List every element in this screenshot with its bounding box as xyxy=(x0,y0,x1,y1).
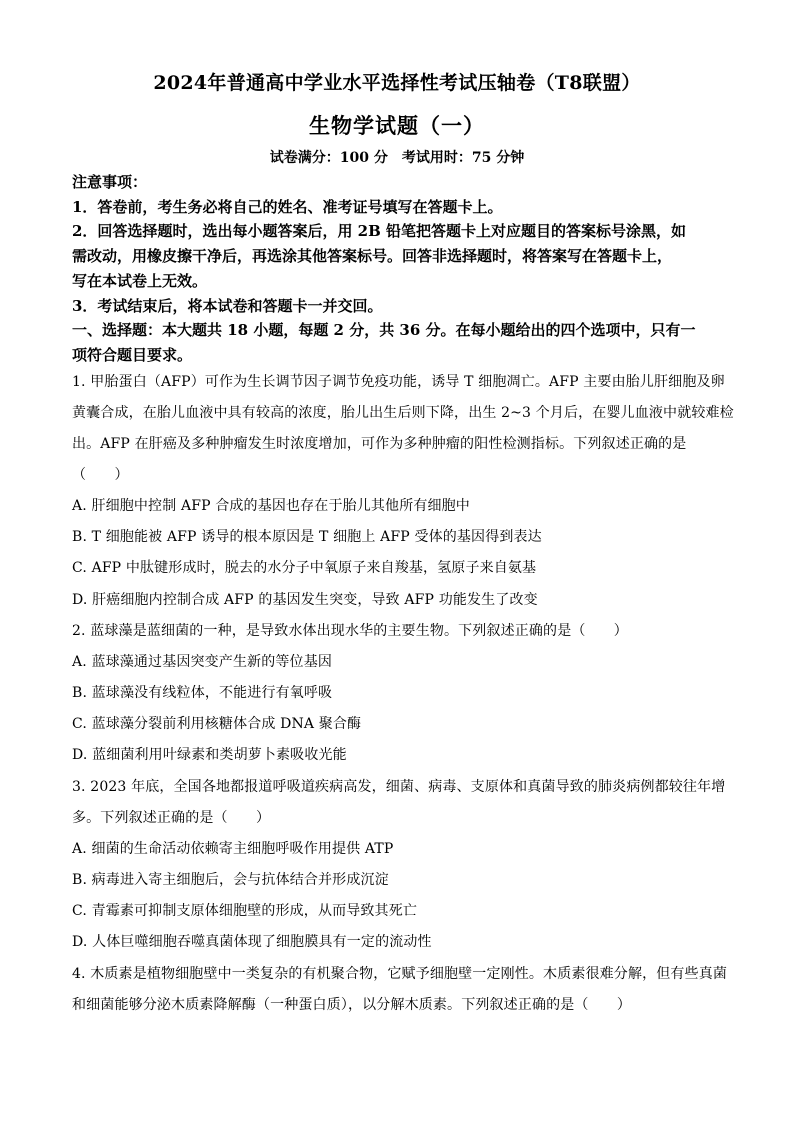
question-2-option-d: D. 蓝细菌利用叶绿素和类胡萝卜素吸收光能 xyxy=(72,747,347,763)
notice-item-3: 3．考试结束后，将本试卷和答题卡一并交回。 xyxy=(72,297,383,315)
question-3-option-b: B. 病毒进入寄主细胞后，会与抗体结合并形成沉淀 xyxy=(72,872,389,888)
notice-item-2-line-1: 2．回答选择题时，选出每小题答案后，用 2B 铅笔把答题卡上对应题目的答案标号涂黑，如 xyxy=(72,222,687,240)
question-4-stem-line-2: 和细菌能够分泌木质素降解酶（一种蛋白质），以分解木质素。下列叙述正确的是（ ） xyxy=(72,997,631,1013)
question-1-stem-line-4: （ ） xyxy=(72,467,129,483)
exam-meta: 试卷满分：100 分 考试用时：75 分钟 xyxy=(269,150,525,166)
question-2-option-a: A. 蓝球藻通过基因突变产生新的等位基因 xyxy=(72,654,333,670)
notice-item-2-line-2: 需改动，用橡皮擦干净后，再选涂其他答案标号。回答非选择题时，将答案写在答题卡上， xyxy=(72,247,673,265)
question-4-stem-line-1: 4. 木质素是植物细胞壁中一类复杂的有机聚合物，它赋予细胞壁一定刚性。木质素很难分解，但有些真菌 xyxy=(72,966,728,982)
question-1-option-b: B. T 细胞能被 AFP 诱导的根本原因是 T 细胞上 AFP 受体的基因得到表达 xyxy=(72,529,542,545)
question-1-stem-line-2: 黄囊合成，在胎儿血液中具有较高的浓度，胎儿出生后则下降，出生 2~3 个月后，在婴儿血液中就较难检 xyxy=(72,405,734,421)
exam-subtitle: 生物学试题（一） xyxy=(309,113,485,138)
notice-heading: 注意事项： xyxy=(72,173,148,191)
question-1-option-a: A. 肝细胞中控制 AFP 合成的基因也存在于胎儿其他所有细胞中 xyxy=(72,498,470,514)
question-1-stem-line-3: 出。AFP 在肝癌及多种肿瘤发生时浓度增加，可作为多种肿瘤的阳性检测指标。下列叙述正确的是 xyxy=(72,436,687,452)
question-3-option-c: C. 青霉素可抑制支原体细胞壁的形成，从而导致其死亡 xyxy=(72,903,418,919)
question-3-option-a: A. 细菌的生命活动依赖寄主细胞呼吸作用提供 ATP xyxy=(72,841,394,857)
exam-title: 2024年普通高中学业水平选择性考试压轴卷（T8联盟） xyxy=(153,72,641,94)
question-1-option-d: D. 肝癌细胞内控制合成 AFP 的基因发生突变，导致 AFP 功能发生了改变 xyxy=(72,592,538,608)
notice-item-1: 1．答卷前，考生务必将自己的姓名、准考证号填写在答题卡上。 xyxy=(72,198,503,216)
notice-item-2-line-3: 写在本试卷上无效。 xyxy=(72,272,208,290)
question-3-stem-line-1: 3. 2023 年底，全国各地都报道呼吸道疾病高发，细菌、病毒、支原体和真菌导致的肺炎病例都较往年增 xyxy=(72,779,726,795)
question-2-option-c: C. 蓝球藻分裂前利用核糖体合成 DNA 聚合酶 xyxy=(72,716,362,732)
question-2-stem: 2. 蓝球藻是蓝细菌的一种，是导致水体出现水华的主要生物。下列叙述正确的是（ ） xyxy=(72,623,628,639)
section-heading-line-1: 一、选择题：本大题共 18 小题，每题 2 分，共 36 分。在每小题给出的四个选项中，只有一 xyxy=(72,321,696,339)
section-heading-line-2: 项符合题目要求。 xyxy=(72,346,193,364)
question-1-option-c: C. AFP 中肽键形成时，脱去的水分子中氧原子来自羧基，氢原子来自氨基 xyxy=(72,560,537,576)
question-3-stem-line-2: 多。下列叙述正确的是（ ） xyxy=(72,810,271,826)
question-2-option-b: B. 蓝球藻没有线粒体，不能进行有氧呼吸 xyxy=(72,685,333,701)
question-1-stem-line-1: 1. 甲胎蛋白（AFP）可作为生长调节因子调节免疫功能，诱导 T 细胞凋亡。AFP 主要由胎儿肝细胞及卵 xyxy=(72,374,725,390)
question-3-option-d: D. 人体巨噬细胞吞噬真菌体现了细胞膜具有一定的流动性 xyxy=(72,934,432,950)
